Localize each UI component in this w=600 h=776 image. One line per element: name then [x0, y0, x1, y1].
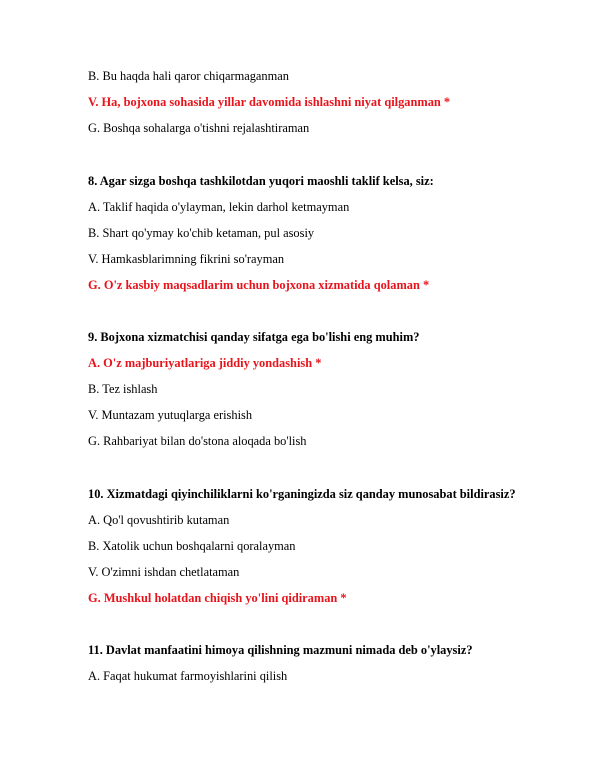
q11-option-a: A. Faqat hukumat farmoyishlarini qilish [88, 669, 288, 683]
answer-option-b: B. Bu haqda hali qaror chiqarmaganman [88, 69, 289, 83]
q10-correct-option-g: G. Mushkul holatdan chiqish yo'lini qidiraman * [88, 591, 347, 605]
q10-option-b: B. Xatolik uchun boshqalarni qoralayman [88, 539, 296, 553]
question-9: 9. Bojxona xizmatchisi qanday sifatga ega bo'lishi eng muhim? [88, 330, 420, 344]
question-11: 11. Davlat manfaatini himoya qilishning mazmuni nimada deb o'ylaysiz? [88, 643, 473, 657]
q8-option-a: A. Taklif haqida o'ylayman, lekin darhol ketmayman [88, 200, 350, 214]
correct-answer-option-v: V. Ha, bojxona sohasida yillar davomida ishlashni niyat qilganman * [88, 95, 451, 109]
q9-option-b: B. Tez ishlash [88, 382, 158, 396]
q9-correct-option-a: A. O'z majburiyatlariga jiddiy yondashish * [88, 356, 322, 370]
q8-option-b: B. Shart qo'ymay ko'chib ketaman, pul asosiy [88, 226, 315, 240]
q9-option-g: G. Rahbariyat bilan do'stona aloqada bo'lish [88, 434, 307, 448]
q10-option-v: V. O'zimni ishdan chetlataman [88, 565, 240, 579]
answer-option-g: G. Boshqa sohalarga o'tishni rejalashtiraman [88, 121, 310, 135]
question-8: 8. Agar sizga boshqa tashkilotdan yuqori maoshli taklif kelsa, siz: [88, 174, 434, 188]
question-10: 10. Xizmatdagi qiyinchiliklarni ko'rganingizda siz qanday munosabat bildirasiz? [88, 487, 516, 501]
q10-option-a: A. Qo'l qovushtirib kutaman [88, 513, 230, 527]
q8-correct-option-g: G. O'z kasbiy maqsadlarim uchun bojxona xizmatida qolaman * [88, 278, 430, 292]
q9-option-v: V. Muntazam yutuqlarga erishish [88, 408, 253, 422]
q8-option-v: V. Hamkasblarimning fikrini so'rayman [88, 252, 285, 266]
